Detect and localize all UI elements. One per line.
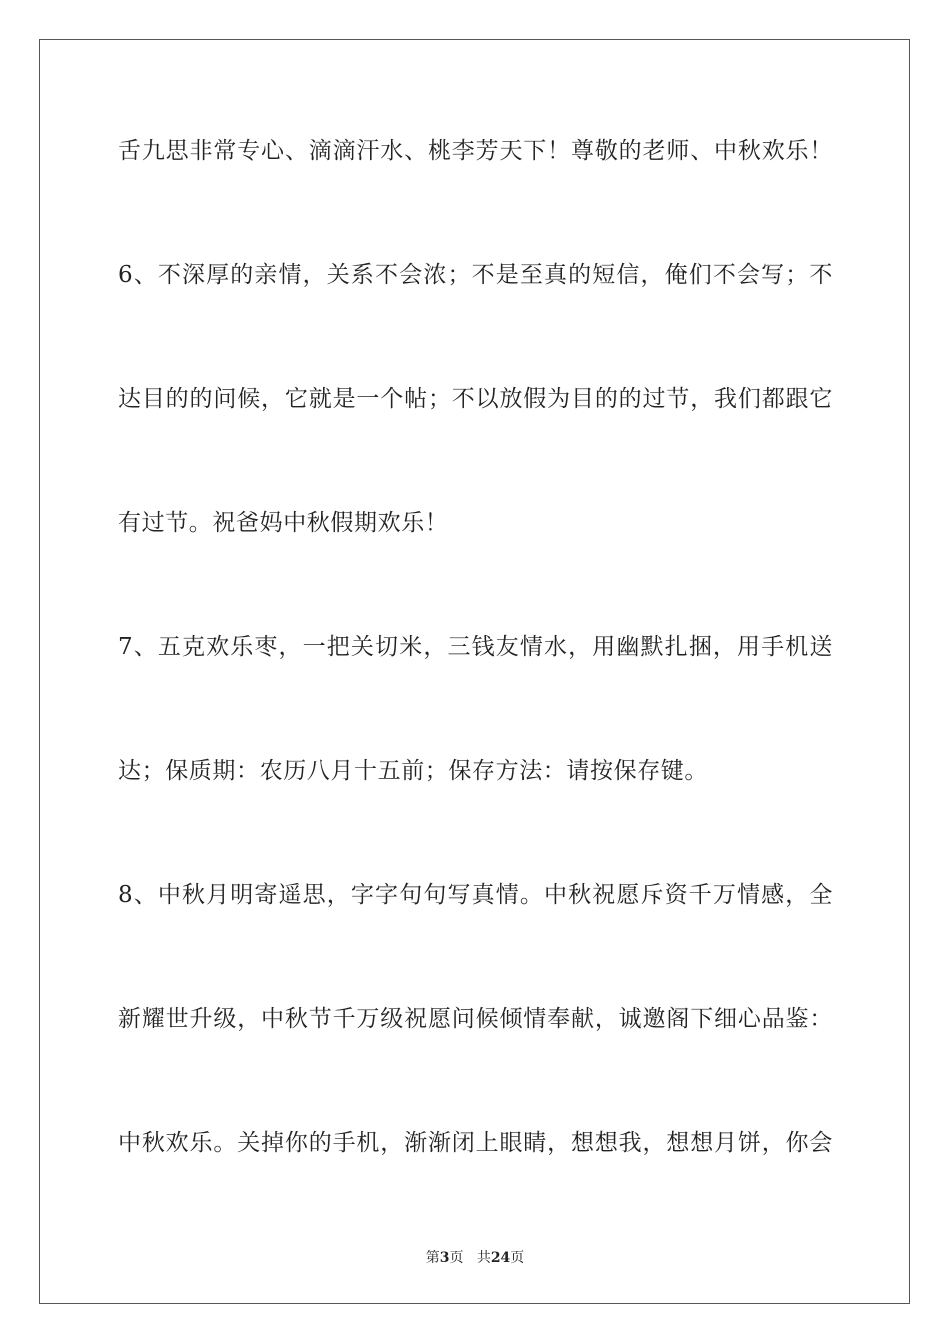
total-pages: 24 (490, 1250, 511, 1266)
total-suffix: 页 (510, 1250, 525, 1266)
page-number: 3 (439, 1250, 450, 1266)
document-body (118, 122, 833, 1238)
text-line-1: 舌九思非常专心、滴滴汗水、桃李芳天下！尊敬的老师、中秋欢乐！ (118, 138, 833, 164)
footer-gap (463, 1250, 476, 1266)
text-line-3: 达目的的问候，它就是一个帖；不以放假为目的的过节，我们都跟它 (118, 386, 833, 412)
total-prefix: 共 (476, 1250, 491, 1266)
page-footer (0, 1247, 950, 1267)
text-line-8: 新耀世升级，中秋节千万级祝愿问候倾情奉献，诚邀阁下细心品鉴： (118, 1006, 833, 1032)
page-suffix: 页 (449, 1250, 464, 1266)
text-line-4: 有过节。祝爸妈中秋假期欢乐！ (118, 510, 449, 536)
text-line-6: 达；保质期：农历八月十五前；保存方法：请按保存键。 (118, 758, 708, 784)
text-line-5: 7、五克欢乐枣，一把关切米，三钱友情水，用幽默扎捆，用手机送 (118, 634, 833, 660)
text-line-7: 8、中秋月明寄遥思，字字句句写真情。中秋祝愿斥资千万情感，全 (118, 882, 833, 908)
text-line-2: 6、不深厚的亲情，关系不会浓；不是至真的短信，俺们不会写；不 (118, 262, 833, 288)
page-prefix: 第 (425, 1250, 440, 1266)
text-line-9: 中秋欢乐。关掉你的手机，渐渐闭上眼睛，想想我，想想月饼，你会 (118, 1130, 833, 1156)
